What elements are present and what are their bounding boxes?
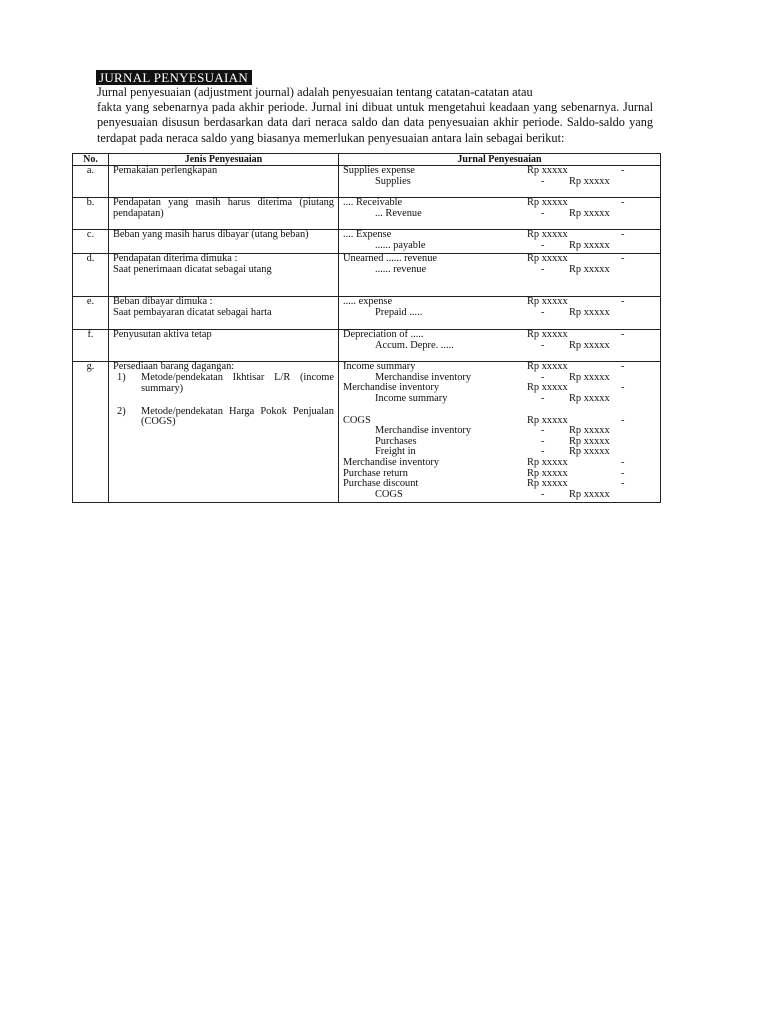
dash-separator: - [541,488,545,500]
dash-separator: - [621,329,625,341]
account-name: Supplies [375,175,411,187]
adjustment-type [109,330,339,362]
table-row [73,362,661,503]
account-name: Merchandise inventory [375,371,472,383]
journal-entry-line [343,230,656,241]
dash-separator: - [621,456,625,468]
adjustment-description: Persediaan barang dagangan: [113,361,235,373]
adjustment-journal-table [72,153,661,503]
credit-amount: Rp xxxxx [569,425,610,437]
method-item [113,407,334,429]
debit-amount: Rp xxxxx [527,361,568,373]
account-name: Accum. Depre. ..... [375,339,454,351]
debit-amount: Rp xxxxx [527,197,568,208]
table-body [73,166,661,503]
credit-amount: Rp xxxxx [569,488,610,500]
debit-amount: Rp xxxxx [527,253,568,265]
dash-separator: - [541,446,545,458]
row-number: b. [73,198,109,230]
method-number: 1) [117,371,126,383]
account-name: Merchandise inventory [343,456,440,468]
header-jurnal: Jurnal Penyesuaian [339,154,661,166]
table-row [73,330,661,362]
row-number: f. [73,330,109,362]
credit-amount: Rp xxxxx [569,446,610,458]
method-item [113,373,334,395]
row-number: d. [73,254,109,297]
account-name: Income summary [343,361,416,373]
journal-entries [339,330,661,362]
journal-entry-line [343,177,656,188]
journal-entries [339,254,661,297]
adjustment-description: Saat pembayaran dicatat sebagai harta [113,306,272,318]
credit-amount: Rp xxxxx [569,306,610,318]
journal-entries [339,362,661,503]
debit-amount: Rp xxxxx [527,414,568,426]
account-name: Merchandise inventory [375,425,472,437]
dash-separator: - [541,425,545,437]
dash-separator: - [541,392,545,404]
journal-entry-line [343,394,656,405]
journal-entries [339,166,661,198]
dash-separator: - [541,239,545,251]
intro-first-line: Jurnal penyesuaian (adjustment journal) adalah penyesuaian tentang catatan-catatan atau [97,85,533,99]
credit-amount: Rp xxxxx [569,371,610,383]
journal-entry-line [343,490,656,501]
account-name: ...... payable [375,239,426,251]
account-name: COGS [375,488,403,500]
account-name: ... Revenue [375,207,422,219]
journal-entry-line [343,166,656,177]
debit-amount: Rp xxxxx [527,329,568,341]
dash-separator: - [621,478,625,490]
journal-entries [339,297,661,330]
journal-entry-line [343,458,656,469]
debit-amount: Rp xxxxx [527,478,568,490]
entry-spacer [343,405,656,416]
dash-separator: - [541,175,545,187]
dash-separator: - [541,263,545,275]
debit-amount: Rp xxxxx [527,456,568,468]
account-name: Purchase return [343,467,408,479]
header-no: No. [73,154,109,166]
dash-separator: - [541,306,545,318]
credit-amount: Rp xxxxx [569,263,610,275]
adjustment-description: Beban dibayar dimuka : [113,296,213,308]
adjustment-type [109,297,339,330]
credit-amount: Rp xxxxx [569,175,610,187]
document-heading: JURNAL PENYESUAIAN [96,70,252,85]
adjustment-description: Pendapatan yang masih harus diterima (piutang pendapatan) [113,197,334,219]
adjustment-type [109,166,339,198]
journal-entry-line [343,341,656,352]
dash-separator: - [621,296,625,308]
row-number: a. [73,166,109,198]
table-row [73,254,661,297]
row-number: g. [73,362,109,503]
credit-amount: Rp xxxxx [569,339,610,351]
account-name: .... Expense [343,229,392,240]
adjustment-description: Saat penerimaan dicatat sebagai utang [113,263,272,275]
account-name: ..... expense [343,296,393,308]
adjustment-type [109,362,339,503]
account-name: ...... revenue [375,263,427,275]
debit-amount: Rp xxxxx [527,229,568,240]
method-number: 2) [117,405,126,417]
dash-separator: - [621,361,625,373]
adjustment-description: Beban yang masih harus dibayar (utang beban) [113,229,309,240]
account-name: Unearned ...... revenue [343,253,438,265]
debit-amount: Rp xxxxx [527,382,568,394]
account-name: Merchandise inventory [343,382,440,394]
table-header-row [73,154,661,166]
journal-entry-line [343,265,656,276]
dash-separator: - [621,165,625,176]
debit-amount: Rp xxxxx [527,296,568,308]
adjustment-type [109,230,339,254]
dash-separator: - [541,435,545,447]
account-name: Depreciation of ..... [343,329,424,341]
table-row [73,166,661,198]
dash-separator: - [621,197,625,208]
journal-entry-line [343,198,656,209]
credit-amount: Rp xxxxx [569,392,610,404]
journal-entries [339,230,661,254]
journal-entries [339,198,661,230]
intro-rest: fakta yang sebenarnya pada akhir periode. Jurnal ini dibuat untuk mengetahui keadaan yang sebenarnya. Jurnal penyesuaian disusun berdasarkan data dari neraca saldo dan data penyesuaian akhir periode. Saldo-saldo yang terdapat pada neraca saldo yang biasanya memerlukan penyesuaian antara lain sebagai berikut: [97,100,653,145]
account-name: Freight in [375,446,416,458]
adjustment-description: Pemakaian perlengkapan [113,165,218,176]
account-name: Prepaid ..... [375,306,423,318]
credit-amount: Rp xxxxx [569,207,610,219]
row-number: e. [73,297,109,330]
table-row [73,230,661,254]
journal-entry-line [343,241,656,252]
debit-amount: Rp xxxxx [527,165,568,176]
dash-separator: - [541,371,545,383]
account-name: .... Receivable [343,197,403,208]
dash-separator: - [541,207,545,219]
debit-amount: Rp xxxxx [527,467,568,479]
method-text: Metode/pendekatan Ikhtisar L/R (income summary) [141,371,334,394]
intro-paragraph [97,85,653,146]
account-name: Supplies expense [343,165,415,176]
header-jenis: Jenis Penyesuaian [109,154,339,166]
adjustment-description: Penyusutan aktiva tetap [113,329,212,341]
journal-entry-line [343,209,656,220]
dash-separator: - [621,382,625,394]
method-text: Metode/pendekatan Harga Pokok Penjualan (COGS) [141,405,334,428]
dash-separator: - [621,229,625,240]
dash-separator: - [541,339,545,351]
account-name: Purchases [375,435,417,447]
account-name: Income summary [375,392,448,404]
account-name: COGS [343,414,371,426]
journal-entry-line [343,308,656,319]
dash-separator: - [621,467,625,479]
adjustment-type [109,198,339,230]
row-number: c. [73,230,109,254]
table-row [73,198,661,230]
adjustment-type [109,254,339,297]
account-name: Purchase discount [343,478,419,490]
table-row [73,297,661,330]
dash-separator: - [621,414,625,426]
adjustment-description: Pendapatan diterima dimuka : [113,253,238,265]
credit-amount: Rp xxxxx [569,239,610,251]
dash-separator: - [621,253,625,265]
credit-amount: Rp xxxxx [569,435,610,447]
